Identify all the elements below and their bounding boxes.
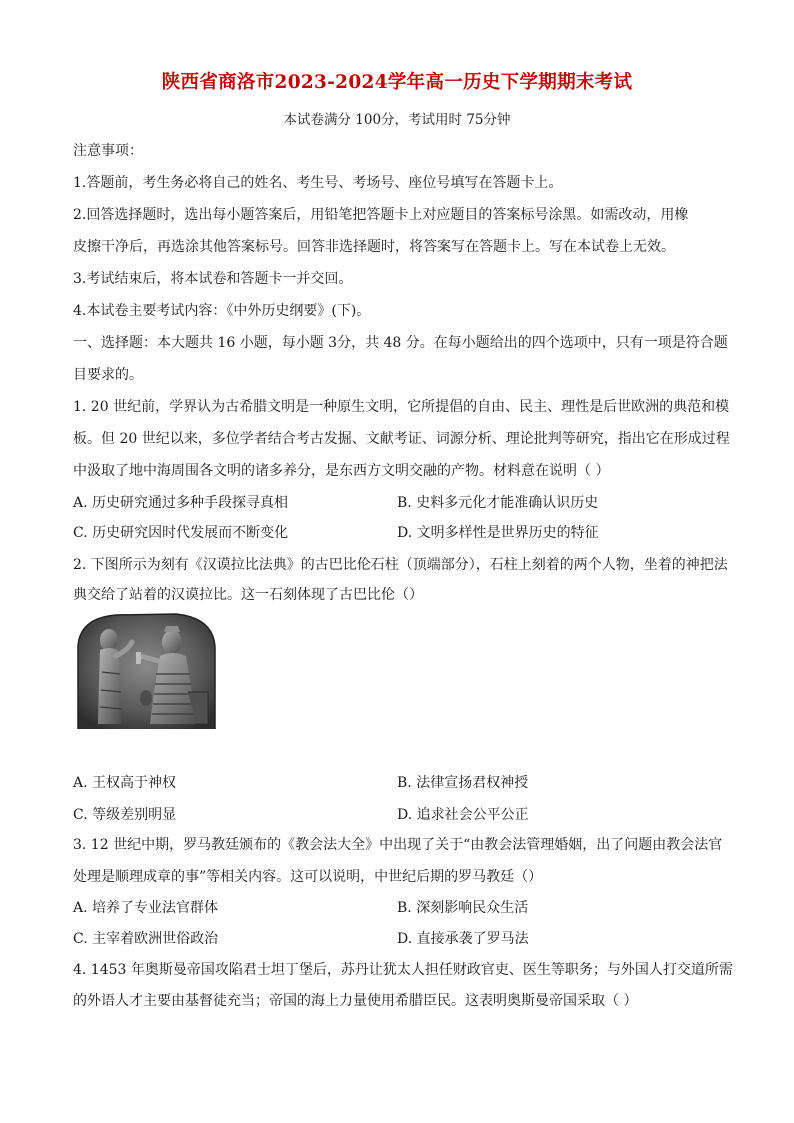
q2-option-c: C. 等级差别明显	[73, 807, 177, 823]
note-1: 1.答题前，考生务必将自己的姓名、考生号、考场号、座位号填写在答题卡上。	[73, 175, 563, 191]
note-2-line-2: 皮擦干净后，再选涂其他答案标号。回答非选择题时，将答案写在答题卡上。写在本试卷上无效。	[73, 239, 675, 255]
q3-option-d: D. 直接承袭了罗马法	[397, 931, 529, 947]
q2-option-b: B. 法律宣扬君权神授	[397, 775, 529, 791]
section-heading-line-1: 一、选择题：本大题共 16 小题，每小题 3分，共 48 分。在每小题给出的四个选项中，只有一项是符合题	[73, 335, 728, 351]
q3-stem-line-1: 3. 12 世纪中期，罗马教廷颁布的《教会法大全》中出现了关于“由教会法管理婚姻，出了问题由教会法官	[73, 837, 723, 853]
section-heading-line-2: 目要求的。	[73, 367, 143, 383]
note-4: 4.本试卷主要考试内容：《中外历史纲要》(下)。	[73, 303, 371, 319]
q4-stem-line-2: 的外语人才主要由基督徒充当；帝国的海上力量使用希腊臣民。这表明奥斯曼帝国采取（ ）	[73, 993, 638, 1009]
q1-stem-line-3: 中汲取了地中海周围各文明的诸多养分，是东西方文明交融的产物。材料意在说明（ ）	[73, 463, 610, 479]
page-title: 陕西省商洛市2023-2024学年高一历史下学期期末考试	[161, 72, 633, 93]
hammurabi-stele-image	[76, 612, 217, 729]
note-3: 3.考试结束后，将本试卷和答题卡一并交回。	[73, 271, 353, 287]
q3-option-a: A. 培养了专业法官群体	[73, 900, 219, 916]
q2-stem-line-1: 2. 下图所示为刻有《汉谟拉比法典》的古巴比伦石柱（顶端部分），石柱上刻着的两个人物，坐着的神把法	[73, 557, 728, 573]
q1-option-b: B. 史料多元化才能准确认识历史	[397, 495, 599, 511]
q3-option-c: C. 主宰着欧洲世俗政治	[73, 931, 219, 947]
q1-option-a: A. 历史研究通过多种手段探寻真相	[73, 495, 289, 511]
q2-stem-line-2: 典交给了站着的汉谟拉比。这一石刻体现了古巴比伦（）	[73, 587, 423, 603]
q1-stem-line-2: 板。但 20 世纪以来，多位学者结合考古发掘、文献考证、词源分析、理论批判等研究，指出它在形成过程	[73, 431, 730, 447]
q4-stem-line-1: 4. 1453 年奥斯曼帝国攻陷君士坦丁堡后，苏丹让犹太人担任财政官吏、医生等职务；与外国人打交道所需	[73, 962, 733, 978]
notes-heading: 注意事项：	[73, 143, 143, 159]
q1-option-c: C. 历史研究因时代发展而不断变化	[73, 525, 289, 541]
exam-info: 本试卷满分 100分，考试用时 75分钟	[283, 112, 511, 128]
q1-option-d: D. 文明多样性是世界历史的特征	[397, 525, 599, 541]
q3-stem-line-2: 处理是顺理成章的事”等相关内容。这可以说明，中世纪后期的罗马教廷（）	[73, 869, 543, 885]
q2-option-a: A. 王权高于神权	[73, 775, 177, 791]
q2-option-d: D. 追求社会公平公正	[397, 807, 529, 823]
q1-stem-line-1: 1. 20 世纪前，学界认为古希腊文明是一种原生文明，它所提倡的自由、民主、理性是后世欧洲的典范和模	[73, 399, 730, 415]
q3-option-b: B. 深刻影响民众生活	[397, 900, 529, 916]
note-2-line-1: 2.回答选择题时，选出每小题答案后，用铅笔把答题卡上对应题目的答案标号涂黑。如需改动，用橡	[73, 207, 689, 223]
